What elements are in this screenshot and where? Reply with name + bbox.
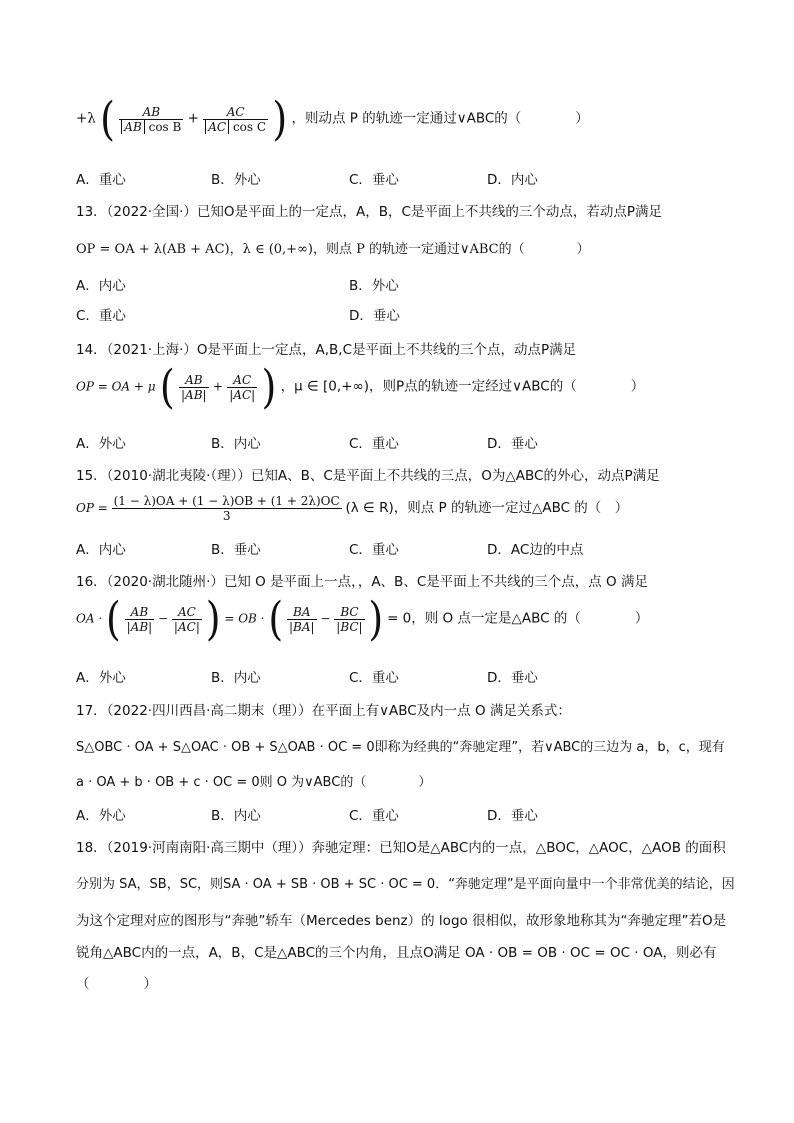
q15-option-d[interactable]: D．AC边的中点	[487, 542, 584, 558]
q14-option-c[interactable]: C．重心	[349, 436, 399, 452]
q16-a-num: AB	[125, 605, 155, 620]
q16-frac-d	[334, 605, 364, 634]
q17-option-c[interactable]: C．重心	[349, 808, 399, 824]
q16-lhs: OA ·	[76, 611, 103, 626]
q12-formula	[76, 92, 589, 146]
right-paren: )	[272, 92, 288, 146]
q12-frac2-den-b: cos C	[232, 119, 267, 134]
q18-line5: （ ）	[76, 976, 157, 992]
q16-d-den: |BC|	[336, 619, 363, 634]
q15-lhs: OP =	[76, 501, 108, 515]
q14-tail: ，μ ∈ [0,+∞)，则P点的轨迹一定经过∨ABC的（ ）	[280, 378, 645, 395]
q14-frac1	[179, 373, 209, 402]
q12-option-a[interactable]: A．重心	[76, 172, 126, 188]
q14-frac2-den: |AC|	[229, 387, 256, 402]
q16-stem: 16．（2020·湖北随州·）已知 O 是平面上一点，，A、B、C是平面上不共线的三个点，点 O 满足	[76, 574, 648, 590]
q12-frac1-den-a: AB	[121, 120, 144, 134]
q16-c-den: |BA|	[288, 619, 315, 634]
q14-option-d[interactable]: D．垂心	[487, 436, 538, 452]
q16-b-num: AC	[172, 605, 202, 620]
q14-frac2-num: AC	[227, 373, 257, 388]
q13-option-a[interactable]: A．内心	[76, 278, 126, 294]
q12-plus: +	[187, 110, 199, 127]
q13-stem: 13．（2022·全国·）已知O是平面上的一定点，A，B，C是平面上不共线的三个动点，若动点P满足	[76, 204, 663, 220]
q17-stem: 17．（2022·四川西昌·高二期末（理））在平面上有∨ABC及内一点 O 满足关系式：	[76, 703, 571, 719]
q16-b-den: |AC|	[173, 619, 200, 634]
q14-frac1-den: |AB|	[181, 387, 207, 402]
q15-stem: 15．（2010·湖北夷陵·（理））已知A、B、C是平面上不共线的三点，O为△ABC的外心，动点P满足	[76, 468, 660, 484]
q15-formula	[76, 494, 628, 523]
q15-den: 3	[222, 509, 231, 523]
q14-stem: 14．（2021·上海·）O是平面上一定点，A,B,C是平面上不共线的三个点，动点P满足	[76, 342, 577, 358]
q15-tail: (λ ∈ R)，则点 P 的轨迹一定过△ABC 的（ ）	[345, 500, 629, 516]
q16-option-b[interactable]: B．内心	[211, 670, 261, 686]
q18-line4: 锐角△ABC内的一点，A，B，C是△ABC的三个内角，且点O满足 OA · OB = OB · OC = OC · OA，则必有	[76, 945, 717, 961]
q13-option-c[interactable]: C．重心	[76, 308, 126, 324]
q12-frac1-den-b: cos B	[148, 119, 182, 134]
left-paren: (	[105, 592, 121, 646]
q13-option-d[interactable]: D．垂心	[349, 308, 400, 324]
q14-frac2	[227, 373, 257, 402]
q12-frac2-den-a: AC	[205, 120, 229, 134]
q16-frac-a	[125, 605, 155, 634]
q12-frac2-num: AC	[203, 105, 268, 120]
q16-option-d[interactable]: D．垂心	[487, 670, 538, 686]
q12-frac1	[119, 105, 183, 134]
q18-line2: 分别为 SA，SB，SC，则SA · OA + SB · OB + SC · OC = 0．“奔驰定理”是平面向量中一个非常优美的结论，因	[76, 877, 735, 892]
q15-frac	[112, 494, 342, 523]
q17-option-a[interactable]: A．外心	[76, 808, 126, 824]
q14-lhs: OP = OA + μ	[76, 379, 156, 394]
q16-option-c[interactable]: C．重心	[349, 670, 399, 686]
q16-frac-c	[287, 605, 317, 634]
q12-option-c[interactable]: C．垂心	[349, 172, 399, 188]
q17-option-b[interactable]: B．内心	[211, 808, 261, 824]
q17-line3: a · OA + b · OB + c · OC = 0则 O 为∨ABC的（ ）	[76, 775, 432, 790]
q18-line1: 18．（2019·河南南阳·高三期中（理））奔驰定理：已知O是△ABC内的一点，△BOC，△AOC，△AOB 的面积	[76, 840, 726, 856]
q12-option-d[interactable]: D．内心	[487, 172, 538, 188]
q14-frac1-num: AB	[179, 373, 209, 388]
q13-option-b[interactable]: B．外心	[349, 278, 399, 294]
q16-tail: = 0，则 O 点一定是△ABC 的（ ）	[387, 610, 649, 627]
right-paren: )	[205, 592, 221, 646]
q13-formula: OP = OA + λ(AB + AC)，λ ∈ (0,+∞)，则点 P 的轨迹一定通过∨ABC的（ ）	[76, 242, 590, 257]
right-paren: )	[368, 592, 384, 646]
q16-formula: OA · ( $\frac{AB}{|AB|}$ − $\frac{AC}{|AC|}$ ) = OB · ( $\frac{BA}{|BA|}$ − $\frac{BC}{|BC|}$ ) = 0，则 O 点一定是△ABC 的（ ）	[76, 592, 649, 646]
q14-option-a[interactable]: A．外心	[76, 436, 126, 452]
q15-option-a[interactable]: A．内心	[76, 542, 126, 558]
q16-frac-b	[172, 605, 202, 634]
q14-option-b[interactable]: B．内心	[211, 436, 261, 452]
q12-frac1-den	[119, 120, 183, 134]
q18-line3: 为这个定理对应的图形与“奔驰”轿车（Mercedes benz）的 logo 很相似，故形象地称其为“奔驰定理”若O是	[76, 913, 727, 929]
q12-frac1-num: AB	[119, 105, 183, 120]
q12-text: ，则动点 P 的轨迹一定通过∨ABC的（ ）	[291, 110, 589, 127]
q16-mid: = OB ·	[224, 611, 265, 626]
q12-frac2-den	[203, 120, 268, 134]
left-paren: (	[159, 360, 175, 414]
left-paren: (	[268, 592, 284, 646]
left-paren: (	[100, 92, 115, 146]
q15-num: (1 − λ)OA + (1 − λ)OB + (1 + 2λ)OC	[113, 494, 340, 508]
right-paren: )	[261, 360, 277, 414]
q14-formula: OP = OA + μ ( $\frac{AB}{|AB|}$ + $\frac{AC}{|AC|}$ ) ，μ ∈ [0,+∞)，则P点的轨迹一定经过∨ABC的（ ）	[76, 360, 645, 414]
q16-d-num: BC	[334, 605, 364, 620]
q17-line2: S△OBC · OA + S△OAC · OB + S△OAB · OC = 0即称为经典的“奔驰定理”，若∨ABC的三边为 a，b，c，现有	[76, 740, 725, 755]
q17-option-d[interactable]: D．垂心	[487, 808, 538, 824]
q15-option-b[interactable]: B．垂心	[211, 542, 261, 558]
q12-frac2	[203, 105, 268, 134]
q16-option-a[interactable]: A．外心	[76, 670, 126, 686]
q12-prefix: +λ	[76, 110, 96, 127]
q12-option-b[interactable]: B．外心	[211, 172, 261, 188]
q16-a-den: |AB|	[126, 619, 153, 634]
q15-option-c[interactable]: C．重心	[349, 542, 399, 558]
q16-c-num: BA	[287, 605, 317, 620]
